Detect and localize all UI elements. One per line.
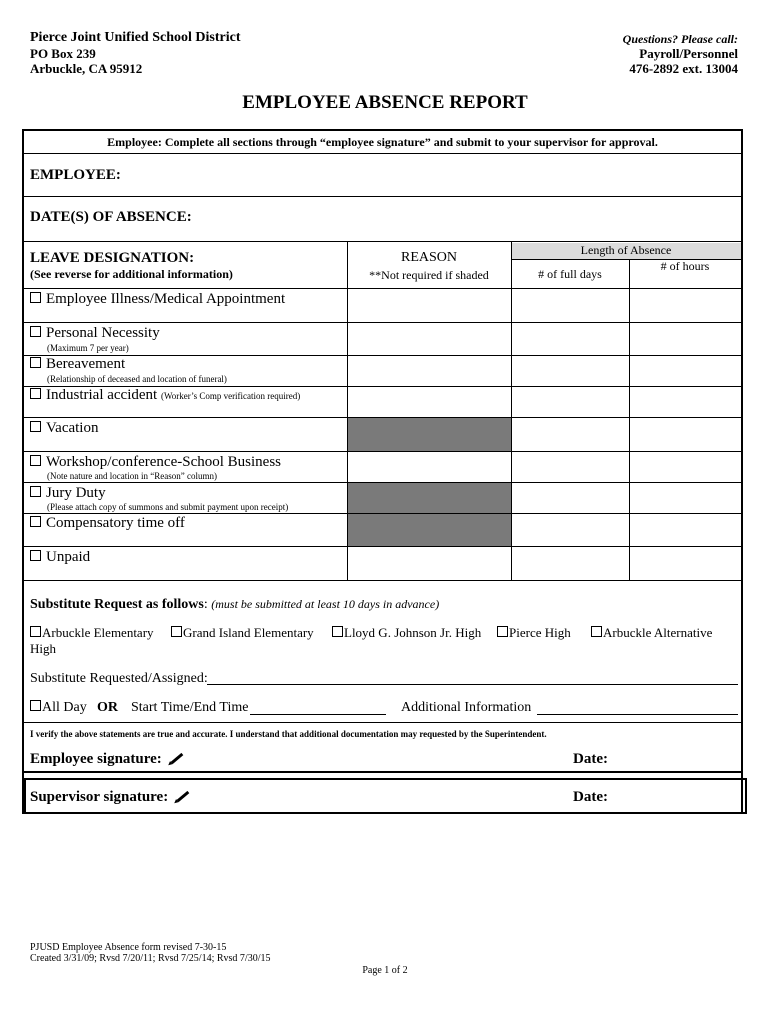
leave-label: Workshop/conference-School Business	[46, 454, 281, 470]
school-option-pierce-high[interactable]	[497, 625, 571, 641]
reason-shaded-vacation	[348, 418, 511, 451]
leave-label: Personal Necessity	[46, 325, 160, 341]
leave-label: Compensatory time off	[46, 515, 185, 531]
additional-info-field[interactable]	[537, 714, 738, 715]
reason-shaded-comp-time	[348, 514, 511, 546]
divider	[24, 451, 741, 452]
leave-option-unpaid[interactable]	[30, 549, 90, 566]
leave-label: Jury Duty	[46, 485, 106, 501]
page-number: Page 1 of 2	[362, 965, 408, 976]
school-label: Arbuckle Alternative	[603, 625, 713, 640]
leave-note: (Worker’s Comp verification required)	[160, 391, 301, 401]
column-divider	[629, 259, 630, 580]
reason-note: **Not required if shaded	[369, 268, 489, 282]
employee-date-field[interactable]	[615, 746, 735, 770]
divider	[24, 153, 741, 154]
dates-of-absence-label: DATE(S) OF ABSENCE:	[30, 209, 192, 225]
school-label: Arbuckle Elementary	[42, 625, 154, 640]
leave-note: (Please attach copy of summons and submit payment upon receipt)	[47, 502, 289, 512]
divider	[24, 322, 741, 323]
or-label: OR	[97, 700, 118, 715]
substitute-requested-field[interactable]	[207, 684, 738, 685]
leave-option-vacation[interactable]	[30, 420, 98, 437]
school-option-lloyd-johnson[interactable]	[332, 625, 481, 641]
payroll-dept: Payroll/Personnel	[639, 46, 738, 61]
supervisor-date-field[interactable]	[615, 782, 735, 810]
substitute-note: (must be submitted at least 10 days in advance)	[211, 597, 440, 611]
leave-note: (Maximum 7 per year)	[47, 343, 129, 353]
divider	[511, 259, 741, 260]
hours-heading: # of hours	[660, 259, 710, 273]
divider	[22, 771, 743, 773]
pen-icon	[170, 753, 183, 764]
address-line-1: PO Box 239	[30, 46, 96, 61]
employee-field[interactable]	[24, 155, 741, 195]
leave-label: Bereavement	[46, 356, 126, 372]
checkbox[interactable]	[332, 626, 343, 637]
checkbox[interactable]	[30, 626, 41, 637]
leave-note: (Note nature and location in “Reason” column)	[47, 471, 217, 481]
substitute-heading: Substitute Request as follows	[30, 597, 204, 612]
substitute-heading-line: Substitute Request as follows: (must be submitted at least 10 days in advance)	[30, 597, 440, 612]
supervisor-signature-label	[30, 789, 190, 806]
checkbox[interactable]	[30, 550, 41, 561]
leave-label: Vacation	[46, 420, 99, 436]
leave-option-illness[interactable]	[30, 291, 285, 308]
divider	[24, 196, 741, 197]
leave-option-workshop[interactable]	[30, 454, 281, 471]
supervisor-signature-field[interactable]	[200, 782, 560, 810]
divider	[24, 580, 741, 581]
divider	[24, 288, 741, 289]
additional-info-label: Additional Information	[401, 700, 532, 715]
reason-shaded-jury-duty	[348, 483, 511, 513]
checkbox[interactable]	[30, 326, 41, 337]
pen-icon	[177, 791, 190, 802]
checkbox[interactable]	[30, 292, 41, 303]
checkbox[interactable]	[30, 388, 41, 399]
checkbox[interactable]	[591, 626, 602, 637]
school-label: Pierce High	[509, 625, 571, 640]
all-day-option[interactable]	[30, 700, 87, 716]
school-option-arbuckle-alternative[interactable]	[591, 625, 712, 641]
leave-option-personal-necessity[interactable]	[30, 325, 160, 342]
checkbox[interactable]	[30, 421, 41, 432]
school-label: Lloyd G. Johnson Jr. High	[344, 625, 482, 640]
leave-label: Unpaid	[46, 549, 91, 565]
leave-option-industrial-accident[interactable]	[30, 387, 300, 404]
leave-option-comp-time[interactable]	[30, 515, 185, 532]
employee-signature-field[interactable]	[200, 746, 560, 770]
school-option-arbuckle-elementary[interactable]	[30, 625, 154, 641]
employee-signature-label	[30, 751, 184, 768]
leave-designation-subheading: (See reverse for additional information)	[30, 267, 233, 281]
employee-signature-text: Employee signature:	[30, 751, 162, 767]
length-of-absence-heading: Length of Absence	[580, 243, 672, 257]
leave-label: Industrial accident	[46, 387, 158, 403]
footer-revised: PJUSD Employee Absence form revised 7-30-15	[30, 942, 227, 953]
start-end-time-label: Start Time/End Time	[131, 700, 249, 715]
district-name: Pierce Joint Unified School District	[30, 30, 241, 45]
employee-label: EMPLOYEE:	[30, 167, 121, 183]
supervisor-signature-text: Supervisor signature:	[30, 789, 169, 805]
start-end-time-field[interactable]	[250, 714, 386, 715]
checkbox[interactable]	[30, 455, 41, 466]
school-option-grand-island[interactable]	[171, 625, 314, 641]
divider	[24, 722, 741, 723]
questions-label: Questions? Please call:	[622, 32, 738, 46]
leave-note: (Relationship of deceased and location of funeral)	[47, 374, 227, 384]
substitute-requested-label: Substitute Requested/Assigned:	[30, 671, 208, 686]
supervisor-date-label: Date:	[573, 789, 608, 805]
divider	[24, 241, 741, 242]
reason-heading: REASON	[400, 250, 457, 265]
checkbox[interactable]	[171, 626, 182, 637]
full-days-heading: # of full days	[538, 267, 602, 281]
divider	[24, 355, 741, 356]
verification-statement: I verify the above statements are true and accurate. I understand that additional documentation may requested by the Superintendent.	[30, 729, 547, 739]
checkbox[interactable]	[30, 516, 41, 527]
leave-option-bereavement[interactable]	[30, 356, 125, 373]
instruction-text: Employee: Complete all sections through “employee signature” and submit to your supervisor for approval.	[107, 135, 658, 149]
leave-label: Employee Illness/Medical Appointment	[46, 291, 286, 307]
school-label-wrap: High	[30, 641, 56, 656]
leave-option-jury-duty[interactable]	[30, 485, 106, 502]
checkbox[interactable]	[30, 486, 41, 497]
divider	[24, 546, 741, 547]
checkbox[interactable]	[30, 357, 41, 368]
leave-designation-heading: LEAVE DESIGNATION:	[30, 250, 195, 266]
column-divider	[511, 242, 512, 580]
dates-of-absence-field[interactable]	[24, 198, 741, 239]
address-line-2: Arbuckle, CA 95912	[30, 61, 143, 76]
all-day-label: All Day	[42, 700, 87, 715]
checkbox[interactable]	[497, 626, 508, 637]
employee-date-label: Date:	[573, 751, 608, 767]
checkbox[interactable]	[30, 700, 41, 711]
footer-created: Created 3/31/09; Rvsd 7/20/11; Rvsd 7/25/14; Rvsd 7/30/15	[30, 953, 271, 964]
school-label: Grand Island Elementary	[183, 625, 314, 640]
form-title: EMPLOYEE ABSENCE REPORT	[242, 92, 528, 113]
payroll-phone: 476-2892 ext. 13004	[629, 61, 738, 76]
